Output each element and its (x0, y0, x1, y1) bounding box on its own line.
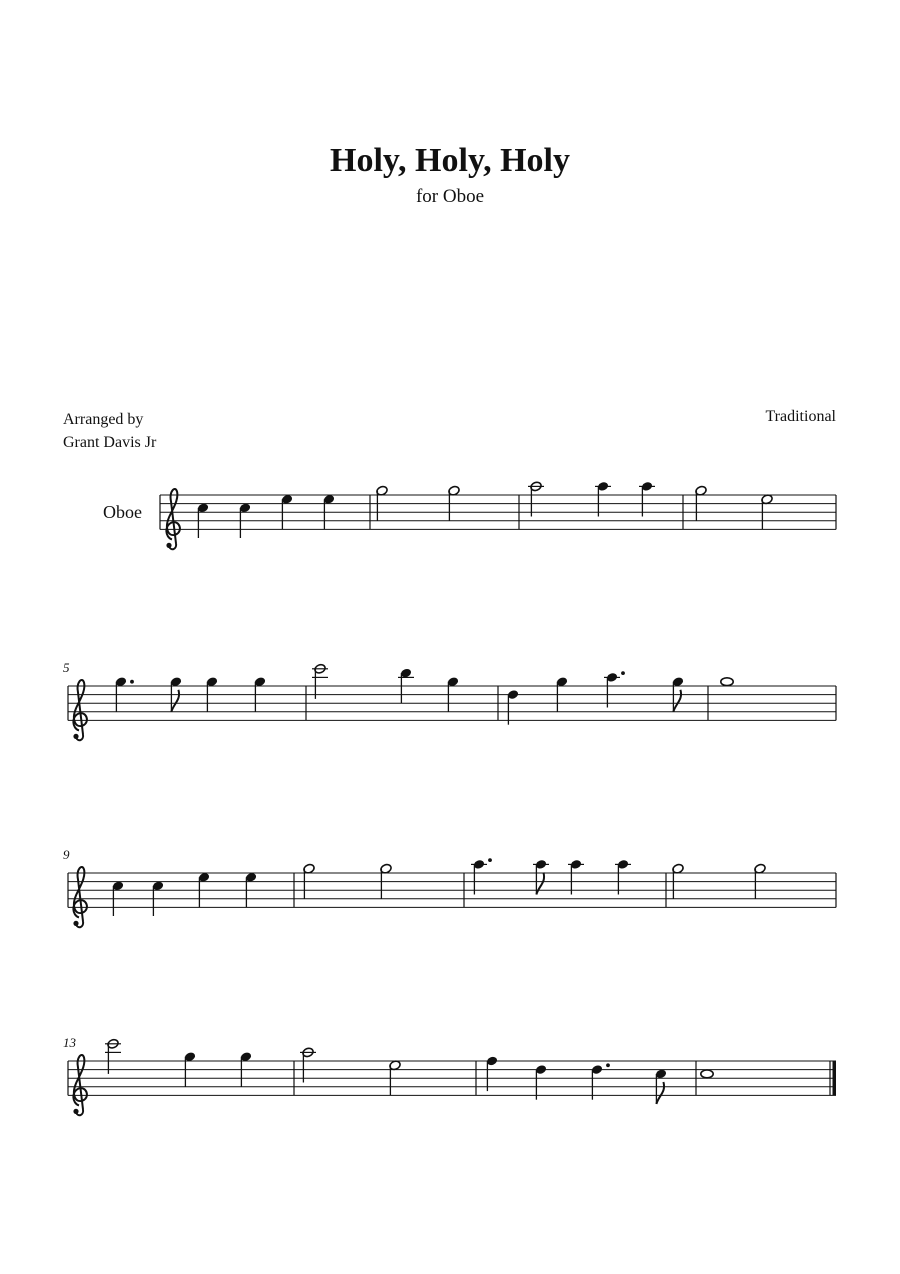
notehead (721, 678, 733, 686)
note (376, 485, 389, 521)
note (615, 859, 631, 895)
measure (507, 671, 685, 725)
treble-clef-dot (166, 543, 171, 548)
measure (303, 863, 393, 899)
staff-system (103, 481, 836, 549)
note (380, 863, 393, 899)
note (672, 863, 685, 899)
treble-clef-dot (73, 734, 78, 739)
measure (471, 858, 631, 894)
note-flag (536, 873, 544, 895)
page-subtitle: for Oboe (415, 186, 485, 207)
note (323, 494, 336, 530)
note (761, 494, 774, 530)
note (240, 1051, 253, 1087)
note (152, 880, 165, 916)
augmentation-dot (606, 1063, 610, 1067)
treble-clef-dot (73, 921, 78, 926)
note-flag (673, 690, 681, 712)
note (535, 1064, 548, 1100)
note (300, 1047, 316, 1083)
note (639, 481, 655, 517)
staff-system (63, 847, 836, 927)
staff-system (63, 660, 836, 740)
arranger-label: Arranged by (63, 411, 144, 428)
note (754, 863, 767, 899)
augmentation-dot (621, 671, 625, 675)
note (312, 663, 328, 699)
treble-clef-icon (166, 489, 180, 549)
measure (376, 485, 461, 521)
note (112, 880, 125, 916)
note (398, 668, 414, 704)
note (197, 502, 210, 538)
treble-clef-dot (73, 1109, 78, 1114)
staff-system (63, 1035, 836, 1115)
note (721, 678, 733, 686)
final-thick-barline (833, 1061, 837, 1095)
measure (112, 872, 258, 916)
measure (701, 1070, 713, 1078)
note (695, 485, 708, 521)
note (528, 481, 544, 517)
note (595, 481, 611, 517)
note (447, 676, 460, 712)
measure-number: 9 (63, 847, 70, 862)
note (672, 676, 685, 712)
measure (486, 1055, 668, 1104)
note (303, 863, 316, 899)
note (655, 1068, 668, 1104)
measure (695, 485, 774, 529)
measure (115, 676, 267, 712)
note (701, 1070, 713, 1078)
measure (312, 663, 459, 712)
note (281, 494, 294, 530)
measure (105, 1038, 252, 1087)
note (471, 858, 492, 894)
note (245, 872, 258, 908)
note (448, 485, 461, 521)
instrument-label: Oboe (103, 502, 142, 523)
note (254, 676, 267, 712)
note (389, 1060, 402, 1096)
note (239, 502, 252, 538)
note (604, 671, 625, 707)
note-flag (656, 1082, 664, 1104)
note (507, 689, 520, 725)
measure (672, 863, 767, 899)
note (184, 1051, 197, 1087)
measure (721, 678, 733, 686)
treble-clef-icon (73, 680, 87, 740)
note-flag (171, 690, 179, 712)
measure (300, 1047, 401, 1096)
treble-clef-icon (73, 1055, 87, 1115)
note (198, 872, 211, 908)
note (206, 676, 219, 712)
note (591, 1063, 610, 1099)
notehead (701, 1070, 713, 1078)
treble-clef-icon (73, 867, 87, 927)
note (115, 676, 134, 712)
measure-number: 13 (63, 1035, 76, 1050)
note (170, 676, 183, 712)
composer-credit: Traditional (765, 408, 836, 425)
measure (528, 481, 655, 517)
measure (197, 494, 336, 538)
note (105, 1038, 121, 1074)
measure-number: 5 (63, 660, 70, 675)
page-title: Holy, Holy, Holy (330, 142, 570, 179)
augmentation-dot (130, 680, 134, 684)
augmentation-dot (488, 858, 492, 862)
note (486, 1055, 499, 1091)
note (533, 859, 549, 895)
arranger-name: Grant Davis Jr (63, 434, 157, 451)
note (568, 859, 584, 895)
note (556, 676, 569, 712)
